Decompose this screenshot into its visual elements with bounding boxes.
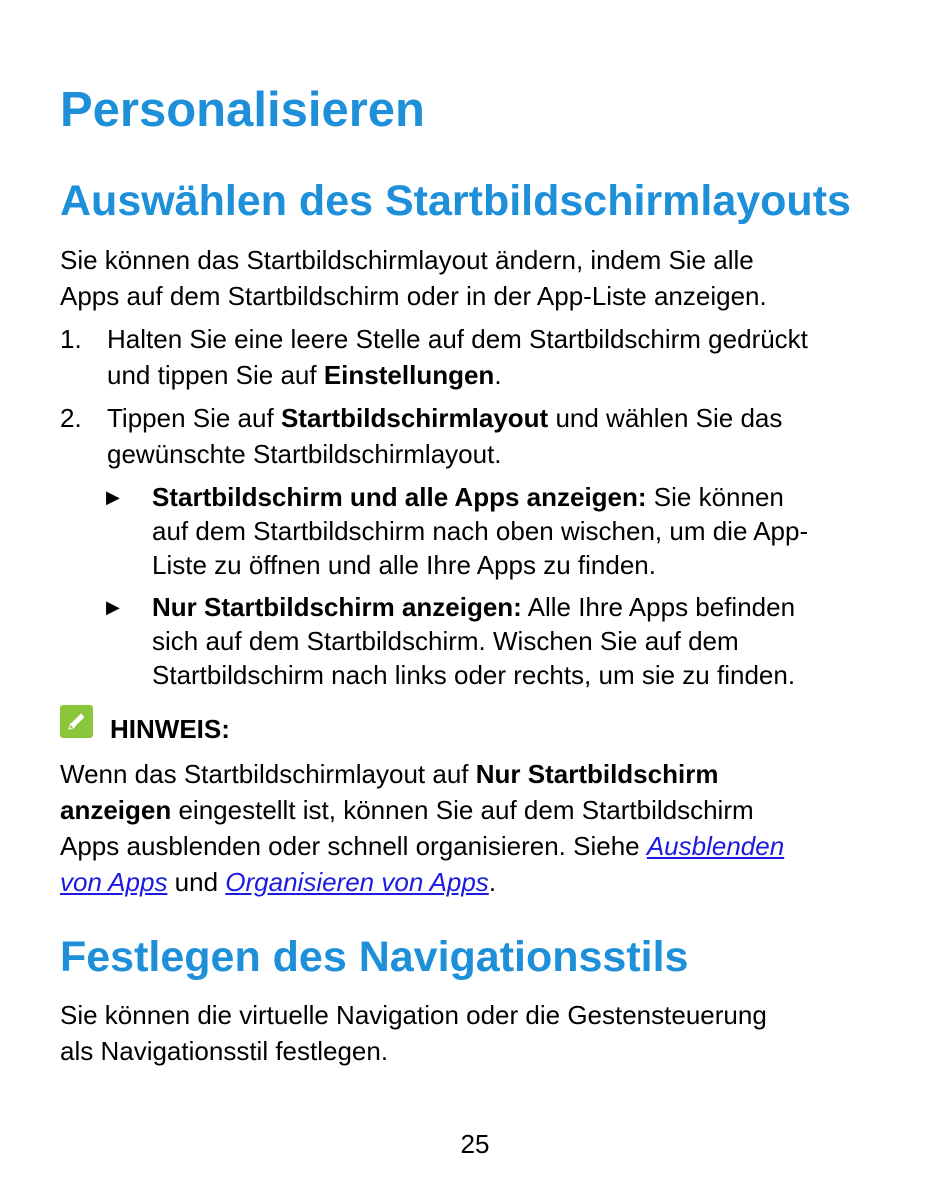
link-hide-apps-part2[interactable]: von Apps <box>60 867 168 897</box>
step-text-run: und wählen Sie das <box>548 403 783 433</box>
section-intro-line1: Sie können das Startbildschirmlayout ändern, indem Sie alle <box>60 245 754 275</box>
option-item-all-apps <box>106 480 906 582</box>
option-line: Liste zu öffnen und alle Ihre Apps zu finden. <box>152 550 656 580</box>
step-number: 2. <box>60 403 82 433</box>
option-text <box>152 590 902 692</box>
step-number: 1. <box>60 324 82 354</box>
option-text-run: Alle Ihre Apps befinden <box>521 592 796 622</box>
step-2 <box>60 400 920 472</box>
note-line2 <box>60 792 754 828</box>
step-1 <box>60 321 920 393</box>
step-bold-term: Startbildschirmlayout <box>280 403 549 433</box>
section-intro-line2: Apps auf dem Startbildschirm oder in der App-Liste anzeigen. <box>60 281 767 311</box>
step-text-run: . <box>494 360 502 390</box>
option-bold-term: Startbildschirm und alle Apps anzeigen: <box>152 482 647 512</box>
pencil-glyph <box>60 705 93 738</box>
link-hide-apps-part1[interactable]: Ausblenden <box>646 831 785 861</box>
note-bold-term: anzeigen <box>60 795 172 825</box>
option-text-run: Sie können <box>646 482 784 512</box>
link-organize-apps[interactable]: Organisieren von Apps <box>225 867 489 897</box>
section-heading-navigation: Festlegen des Navigationsstils <box>60 933 689 981</box>
step-text <box>107 400 907 472</box>
note-text-run: Apps ausblenden oder schnell organisieren. Siehe <box>60 831 647 861</box>
note-header <box>60 705 460 744</box>
option-line <box>152 590 902 624</box>
section2-line2: als Navigationsstil festlegen. <box>60 1036 389 1066</box>
note-bold-term: Nur Startbildschirm <box>475 759 719 789</box>
triangle-bullet-icon: ▶ <box>106 487 120 507</box>
pencil-note-icon <box>60 705 93 738</box>
section-heading-layout: Auswählen des Startbildschirmlayouts <box>60 177 851 225</box>
note-text-run: und <box>167 867 226 897</box>
triangle-bullet-icon: ▶ <box>106 597 120 617</box>
note-line4 <box>60 864 496 900</box>
note-line1 <box>60 756 718 792</box>
option-text <box>152 480 902 582</box>
note-text-run: Wenn das Startbildschirmlayout auf <box>60 759 476 789</box>
step-line <box>107 400 907 436</box>
note-text-run: . <box>488 867 497 897</box>
section2-line1: Sie können die virtuelle Navigation oder die Gestensteuerung <box>60 1000 767 1030</box>
step-text <box>107 321 907 393</box>
option-line: auf dem Startbildschirm nach oben wischen, um die App- <box>152 516 809 546</box>
note-text-run: eingestellt ist, können Sie auf dem Startbildschirm <box>171 795 754 825</box>
note-line3 <box>60 828 784 864</box>
step-line: gewünschte Startbildschirmlayout. <box>107 439 502 469</box>
page-title: Personalisieren <box>60 83 425 137</box>
option-item-home-only <box>106 590 906 692</box>
option-line: sich auf dem Startbildschirm. Wischen Sie auf dem <box>152 626 739 656</box>
step-line <box>107 357 907 393</box>
page-number: 25 <box>460 1129 490 1159</box>
step-text-run: Tippen Sie auf <box>107 403 281 433</box>
option-line <box>152 480 902 514</box>
note-label: HINWEIS: <box>110 714 230 744</box>
option-line: Startbildschirm nach links oder rechts, um sie zu finden. <box>152 660 796 690</box>
option-bold-term: Nur Startbildschirm anzeigen: <box>152 592 522 622</box>
step-line: Halten Sie eine leere Stelle auf dem Startbildschirm gedrückt <box>107 324 808 354</box>
step-text-run: und tippen Sie auf <box>107 360 324 390</box>
step-bold-term: Einstellungen <box>323 360 495 390</box>
